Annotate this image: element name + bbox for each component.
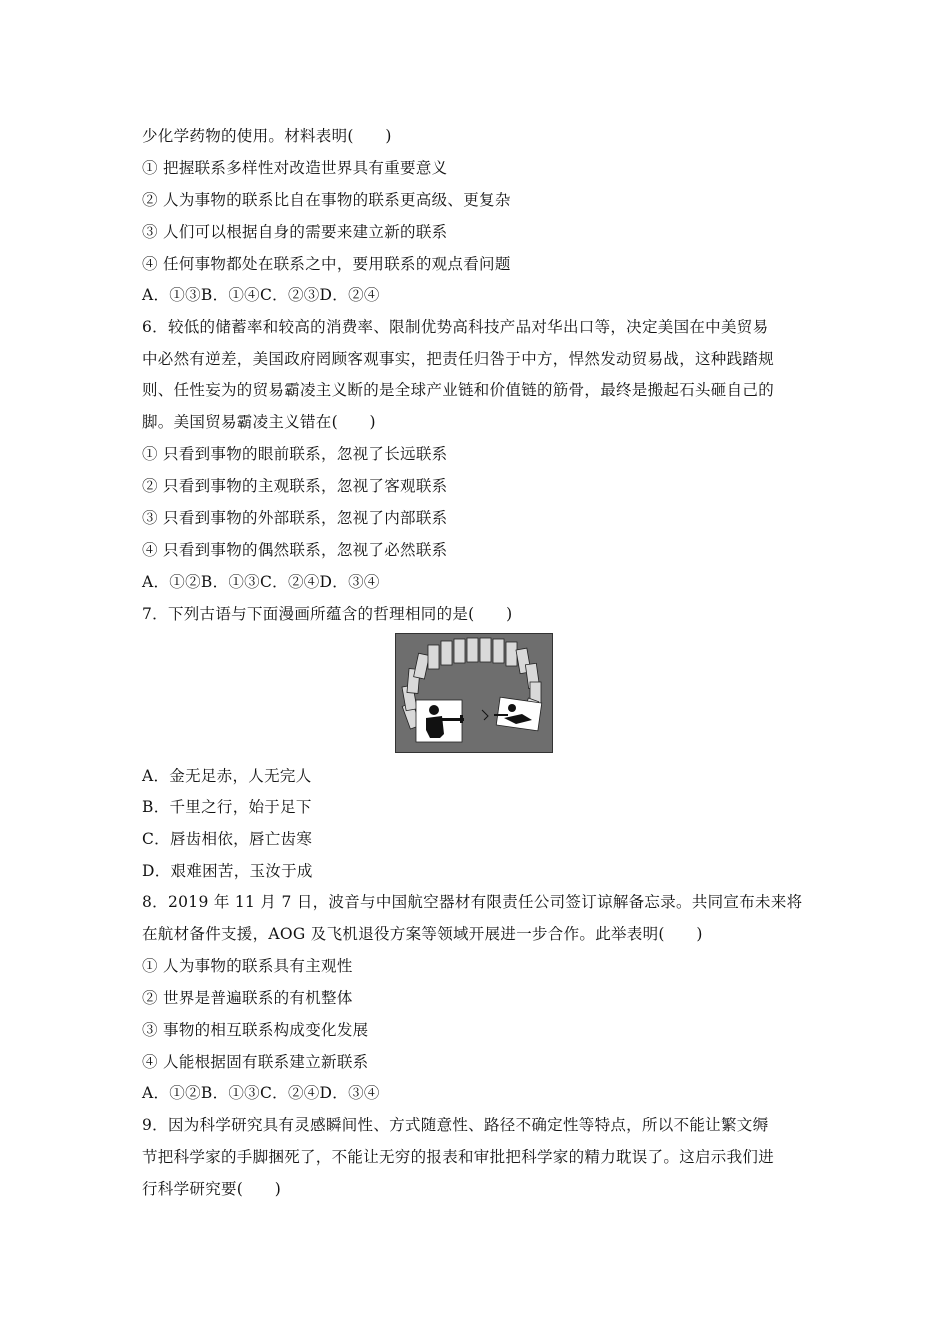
text-line: ③ 人们可以根据自身的需要来建立新的联系 — [142, 223, 448, 241]
text-line: ② 人为事物的联系比自在事物的联系更高级、更复杂 — [142, 191, 511, 209]
text-line: 行科学研究要( ) — [142, 1180, 282, 1198]
text-line: 节把科学家的手脚捆死了，不能让无穷的报表和审批把科学家的精力耽误了。这启示我们进 — [142, 1148, 775, 1166]
text-line: 7．下列古语与下面漫画所蕴含的哲理相同的是( ) — [142, 605, 513, 623]
text-line: C．唇齿相依，唇亡齿寒 — [142, 830, 313, 848]
text-line: ④ 只看到事物的偶然联系，忽视了必然联系 — [142, 541, 448, 559]
text-line: A．①②B．①③C．②④D．③④ — [142, 573, 380, 591]
text-line: ① 人为事物的联系具有主观性 — [142, 957, 353, 975]
text-line: 在航材备件支援，AOG 及飞机退役方案等领域开展进一步合作。此举表明( ) — [142, 925, 703, 943]
text-line: A．①③B．①④C．②③D．②④ — [142, 286, 380, 304]
text-line: ② 世界是普遍联系的有机整体 — [142, 989, 353, 1007]
text-line: A．金无足赤，人无完人 — [142, 767, 312, 785]
text-line: A．①②B．①③C．②④D．③④ — [142, 1084, 380, 1102]
text-line: ④ 任何事物都处在联系之中，要用联系的观点看问题 — [142, 255, 511, 273]
text-line: 则、任性妄为的贸易霸凌主义断的是全球产业链和价值链的筋骨，最终是搬起石头砸自己的 — [142, 381, 775, 399]
text-line: 9．因为科学研究具有灵感瞬间性、方式随意性、路径不确定性等特点，所以不能让繁文缛 — [142, 1116, 769, 1134]
text-line: 脚。美国贸易霸凌主义错在( ) — [142, 413, 376, 431]
text-line: 中必然有逆差，美国政府罔顾客观事实，把责任归咎于中方，悍然发动贸易战，这种践踏规 — [142, 350, 775, 368]
text-line: B．千里之行，始于足下 — [142, 798, 312, 816]
text-line: ③ 事物的相互联系构成变化发展 — [142, 1021, 369, 1039]
text-line: 少化学药物的使用。材料表明( ) — [142, 127, 392, 145]
text-line: ① 把握联系多样性对改造世界具有重要意义 — [142, 159, 448, 177]
text-line: ③ 只看到事物的外部联系，忽视了内部联系 — [142, 509, 448, 527]
text-line: ④ 人能根据固有联系建立新联系 — [142, 1053, 369, 1071]
text-line: ② 只看到事物的主观联系，忽视了客观联系 — [142, 477, 448, 495]
text-line: ① 只看到事物的眼前联系，忽视了长远联系 — [142, 445, 448, 463]
domino-cartoon-image — [395, 633, 553, 753]
text-line: 6．较低的储蓄率和较高的消费率、限制优势高科技产品对华出口等，决定美国在中美贸易 — [142, 318, 769, 336]
text-line: 8．2019 年 11 月 7 日，波音与中国航空器材有限责任公司签订谅解备忘录。共同宣布未来将 — [142, 893, 803, 911]
text-line: D．艰难困苦，玉汝于成 — [142, 862, 313, 880]
